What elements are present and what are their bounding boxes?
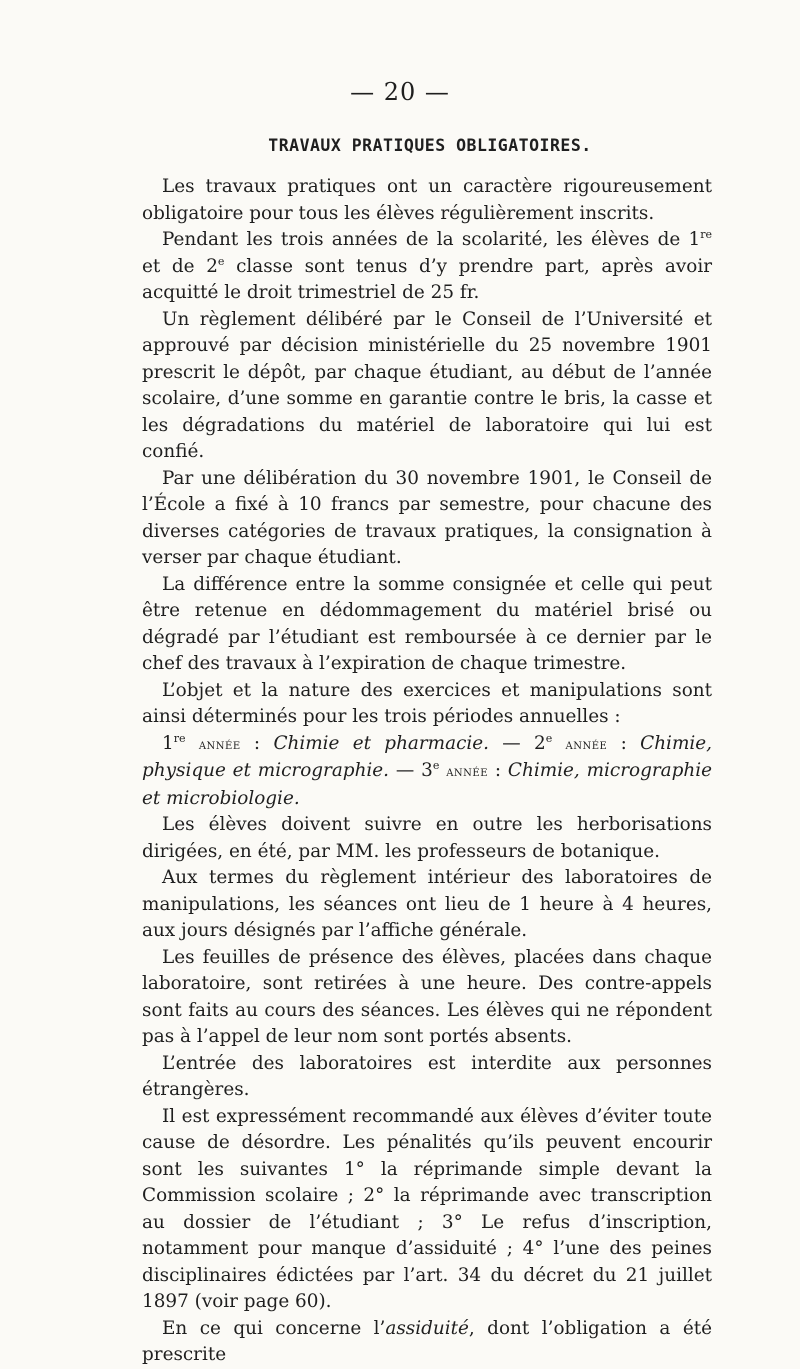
year-label: année [565,736,608,753]
paragraph-years [142,731,712,813]
text-run: classe sont tenus d’y prendre part, après avoir acquitté le droit trimestriel de 25 fr. [142,255,713,303]
paragraph: L’entrée des laboratoires est interdite aux personnes étrangères. [142,1052,712,1100]
year-number: 2 [533,732,546,754]
text-run: Pendant les trois années de la scolarité, les élèves de 1 [162,229,701,250]
body-text [142,174,712,1369]
section-title: TRAVAUX PRATIQUES OBLIGATOIRES. [268,136,592,155]
superscript: e [217,254,225,268]
text-run: , dont l’obligation a été prescrite [142,1317,712,1365]
year-subjects: Chimie et pharmacie. [273,732,489,754]
superscript: re [700,227,712,241]
paragraph: Les élèves doivent suivre en outre les herborisations dirigées, en été, par MM. les professeurs de botanique. [142,814,712,862]
paragraph: La différence entre la somme consignée et celle qui peut être retenue en dédommagement du matériel brisé ou dégradé par l’étudiant est remboursée à ce dernier par le chef des travaux à l’expiration de chaque trimestre. [142,573,712,674]
paragraph: Un règlement délibéré par le Conseil de l’Université et approuvé par décision ministérielle du 25 novembre 1901 prescrit le dépôt, par chaque étudiant, au début de l’année scolaire, d’une somme en garantie contre le bris, la casse et les dégradations du matériel de laboratoire qui lui est confié. [142,308,712,462]
separator: : [607,732,641,754]
paragraph [142,1316,712,1369]
paragraph: Les feuilles de présence des élèves, placées dans chaque laboratoire, sont retirées à une heure. Des contre-appels sont faits au cours des séances. Les élèves qui ne répondent pas à l’appel de leur nom sont portés absents. [142,946,712,1047]
dash: — [489,732,534,754]
dash: — [389,760,422,781]
paragraph: Les travaux pratiques ont un caractère rigoureusement obligatoire pour tous les élèves régulièrement inscrits. [142,176,712,224]
page-number: — 20 — [350,78,450,106]
separator: : [488,760,508,781]
year-number: 3 [421,760,433,781]
superscript: e [432,758,440,772]
year-number: 1 [162,732,174,754]
separator: : [240,732,274,754]
paragraph: Par une délibération du 30 novembre 1901, le Conseil de l’École a fixé à 10 francs par semestre, pour chacune des diverses catégories de travaux pratiques, la consignation à verser par chaque étudiant. [142,467,712,568]
superscript: e [545,731,553,745]
year-subjects: Chimie, physique et micrographie. [142,732,712,781]
year-label: année [446,764,489,780]
paragraph: Aux termes du règlement intérieur des laboratoires de manipulations, les séances ont lieu de 1 heure à 4 heures, aux jours désignés par l’affiche générale. [142,867,712,941]
text-run: et de 2 [142,255,218,277]
paragraph: L’objet et la nature des exercices et manipulations sont ainsi déterminés pour les trois périodes annuelles : [142,679,712,727]
text-run: En ce qui concerne l’ [162,1317,386,1339]
superscript: re [173,731,186,745]
year-label: année [198,736,241,753]
paragraph [142,227,712,307]
emphasis: assiduité [385,1317,469,1339]
paragraph: Il est expressément recommandé aux élèves d’éviter toute cause de désordre. Les pénalités qu’ils peuvent encourir sont les suivantes 1° la réprimande simple devant la Commission scolaire ; 2° la réprimande avec transcription au dossier de l’étudiant ; 3° Le refus d’inscription, notamment pour manque d’assiduité ; 4° l’une des peines disciplinaires édictées par l’art. 34 du décret du 21 juillet 1897 (voir page 60). [142,1105,712,1312]
year-subjects: Chimie, micrographie et microbiologie. [142,760,712,809]
